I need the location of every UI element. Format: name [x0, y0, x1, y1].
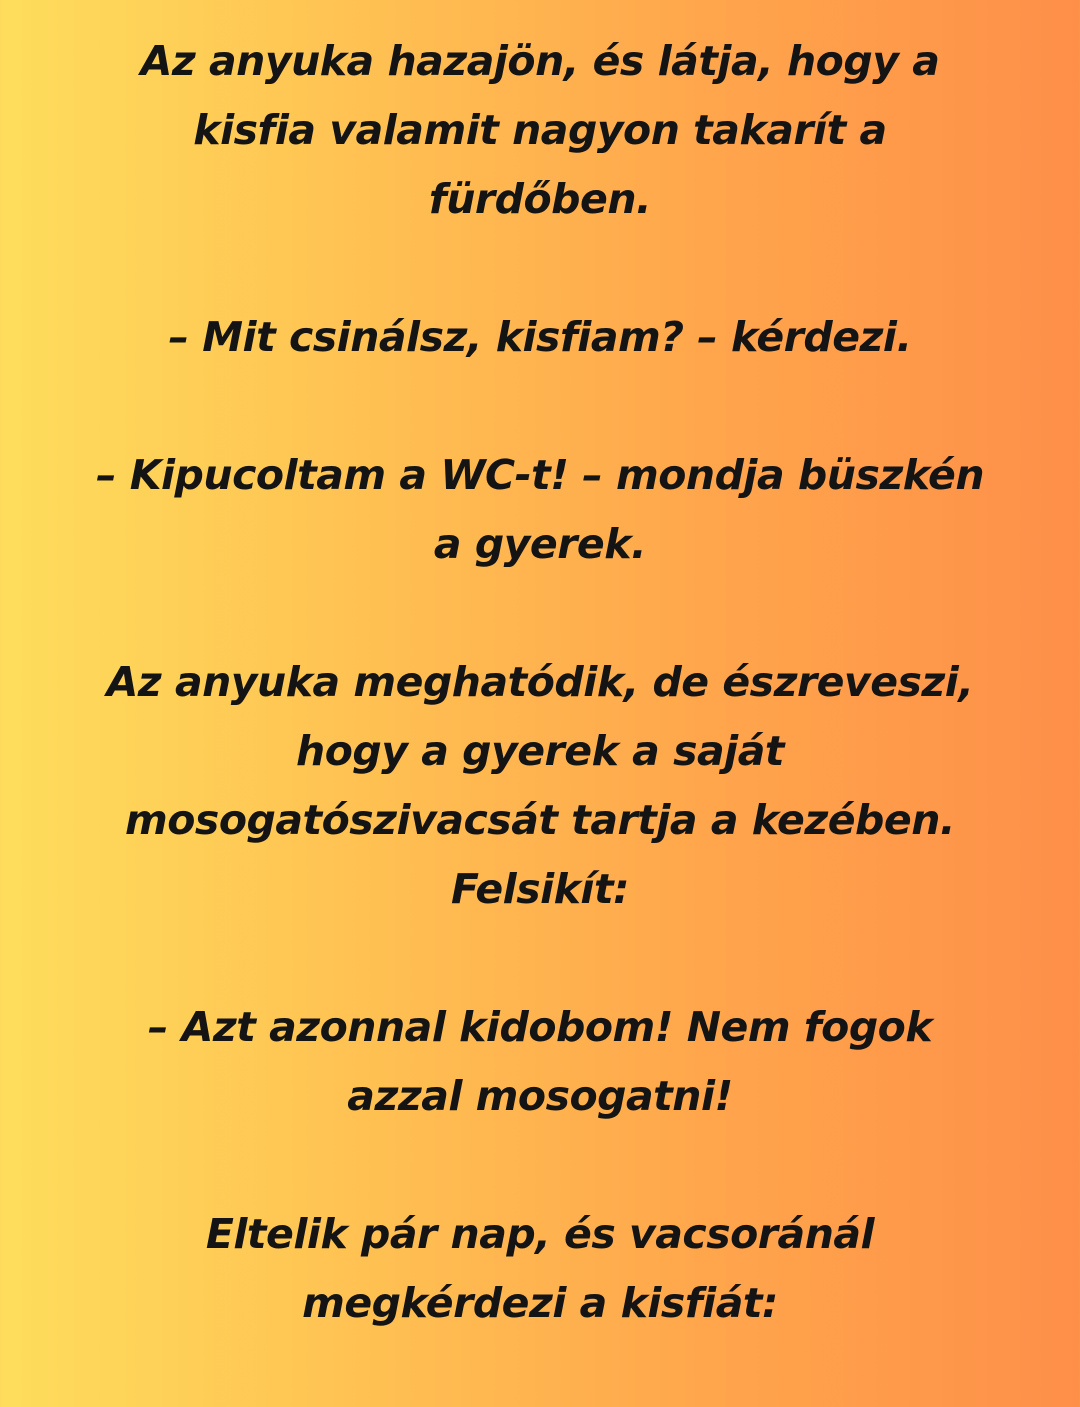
story-line: Eltelik pár nap, és vacsoránál: [205, 1210, 875, 1258]
story-line: – Mit csinálsz, kisfiam? – kérdezi.: [168, 313, 912, 361]
story-line: Az anyuka meghatódik, de észreveszi,: [106, 658, 974, 706]
story-line: fürdőben.: [428, 175, 652, 223]
story-line: – Azt azonnal kidobom! Nem fogok: [147, 1003, 933, 1051]
story-line: Az anyuka hazajön, és látja, hogy a: [140, 37, 940, 85]
story-line: kisfia valamit nagyon takarít a: [193, 106, 887, 154]
story-line: mosogatószivacsát tartja a kezében.: [125, 796, 955, 844]
paragraph-4: [60, 648, 1020, 924]
story-line: azzal mosogatni!: [347, 1072, 733, 1120]
paragraph-1: [60, 27, 1020, 234]
story-line: – Kipucoltam a WC-t! – mondja büszkén: [95, 451, 985, 499]
paragraph-3: [60, 441, 1020, 579]
story-text: [60, 27, 1020, 1407]
paragraph-5: [60, 993, 1020, 1131]
story-line: hogy a gyerek a saját: [296, 727, 784, 775]
story-line: Felsikít:: [451, 865, 629, 913]
story-line: megkérdezi a kisfiát:: [302, 1279, 778, 1327]
paragraph-6: [60, 1200, 1020, 1338]
story-line: a gyerek.: [433, 520, 647, 568]
paragraph-2: [60, 303, 1020, 372]
